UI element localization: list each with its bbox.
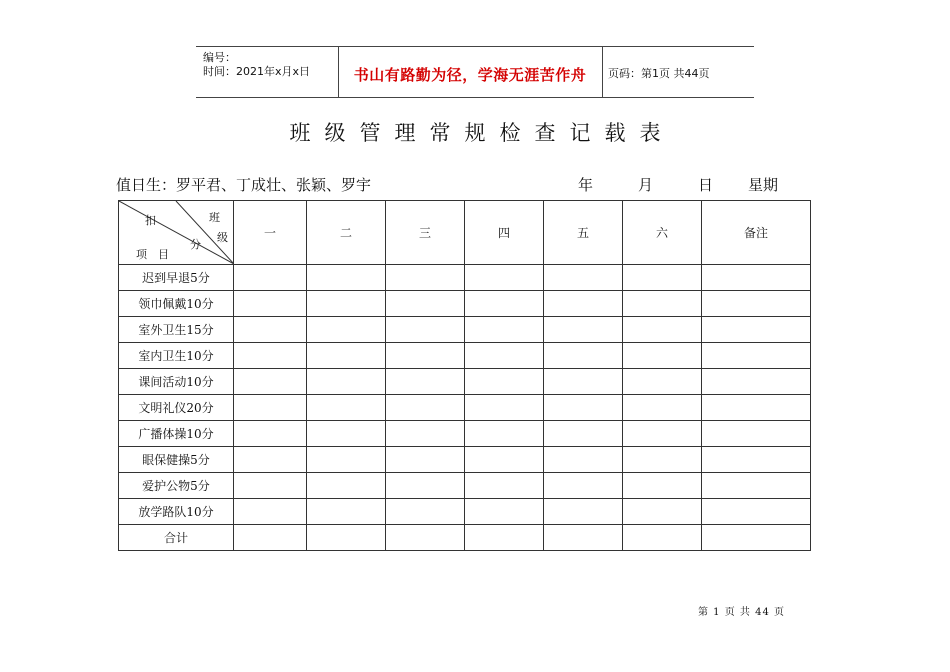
header-motto: 书山有路勤为径，学海无涯苦作舟 — [353, 66, 587, 84]
table-cell[interactable] — [307, 291, 386, 317]
table-cell[interactable] — [544, 525, 623, 551]
table-cell[interactable] — [234, 317, 307, 343]
table-cell[interactable] — [702, 395, 811, 421]
row-label: 室内卫生10分 — [119, 343, 234, 369]
table-cell[interactable] — [234, 343, 307, 369]
time-label: 时间：2021年x月x日 — [203, 65, 311, 78]
table-cell[interactable] — [234, 473, 307, 499]
table-cell[interactable] — [307, 499, 386, 525]
table-cell[interactable] — [386, 421, 465, 447]
table-cell[interactable] — [307, 473, 386, 499]
date-month: 月 — [638, 176, 654, 194]
column-header: 二 — [307, 201, 386, 265]
column-header: 三 — [386, 201, 465, 265]
table-cell[interactable] — [702, 291, 811, 317]
row-label: 放学路队10分 — [119, 499, 234, 525]
corner-items: 项 目 — [136, 248, 169, 261]
table-cell[interactable] — [307, 447, 386, 473]
corner-class-2: 级 — [217, 231, 228, 244]
row-label: 迟到早退5分 — [119, 265, 234, 291]
table-row — [119, 473, 811, 499]
corner-class-1: 班 — [209, 211, 220, 224]
table-cell[interactable] — [234, 421, 307, 447]
page-title: 班级管理常规检查记载表 — [289, 121, 675, 145]
table-cell[interactable] — [386, 473, 465, 499]
table-cell[interactable] — [386, 317, 465, 343]
table-cell[interactable] — [702, 473, 811, 499]
table-cell[interactable] — [702, 525, 811, 551]
table-cell[interactable] — [307, 369, 386, 395]
row-label: 眼保健操5分 — [119, 447, 234, 473]
table-cell[interactable] — [623, 473, 702, 499]
table-row — [119, 499, 811, 525]
table-cell[interactable] — [465, 343, 544, 369]
table-cell[interactable] — [234, 291, 307, 317]
table-cell[interactable] — [465, 291, 544, 317]
table-cell[interactable] — [307, 343, 386, 369]
table-cell[interactable] — [465, 395, 544, 421]
table-cell[interactable] — [544, 291, 623, 317]
table-cell[interactable] — [544, 473, 623, 499]
table-cell[interactable] — [465, 473, 544, 499]
header-page-info: 页码：第1页 共44页 — [608, 67, 710, 80]
table-cell[interactable] — [386, 291, 465, 317]
column-header: 四 — [465, 201, 544, 265]
table-cell[interactable] — [465, 447, 544, 473]
table-cell[interactable] — [702, 265, 811, 291]
table-cell[interactable] — [307, 525, 386, 551]
table-cell[interactable] — [234, 525, 307, 551]
table-cell[interactable] — [623, 343, 702, 369]
table-cell[interactable] — [234, 499, 307, 525]
duty-students: 值日生：罗平君、丁成壮、张颖、罗宇 — [116, 176, 372, 194]
table-row-total — [119, 525, 811, 551]
header-left — [203, 51, 310, 79]
header-band — [196, 46, 754, 98]
corner-cell — [119, 201, 234, 265]
row-label-total: 合计 — [119, 525, 234, 551]
table-cell[interactable] — [544, 421, 623, 447]
row-label: 室外卫生15分 — [119, 317, 234, 343]
table-row — [119, 317, 811, 343]
corner-deduct: 扣 — [145, 214, 156, 227]
header-divider — [602, 47, 603, 97]
table-cell[interactable] — [386, 265, 465, 291]
table-cell[interactable] — [465, 317, 544, 343]
table-cell[interactable] — [234, 395, 307, 421]
table-cell[interactable] — [544, 317, 623, 343]
table-cell[interactable] — [623, 525, 702, 551]
table-cell[interactable] — [544, 265, 623, 291]
table-cell[interactable] — [386, 343, 465, 369]
table-row — [119, 369, 811, 395]
table-cell[interactable] — [465, 499, 544, 525]
column-header: 六 — [623, 201, 702, 265]
column-header: 一 — [234, 201, 307, 265]
table-row — [119, 421, 811, 447]
table-cell[interactable] — [623, 265, 702, 291]
table-row — [119, 265, 811, 291]
row-label: 文明礼仪20分 — [119, 395, 234, 421]
row-label: 爱护公物5分 — [119, 473, 234, 499]
table-cell[interactable] — [702, 317, 811, 343]
row-label: 广播体操10分 — [119, 421, 234, 447]
date-day: 日 — [698, 176, 714, 194]
table-cell[interactable] — [623, 291, 702, 317]
table-cell[interactable] — [702, 343, 811, 369]
inspection-table — [118, 200, 811, 551]
table-cell[interactable] — [623, 447, 702, 473]
table-cell[interactable] — [386, 447, 465, 473]
table-cell[interactable] — [544, 499, 623, 525]
row-label: 课间活动10分 — [119, 369, 234, 395]
table-cell[interactable] — [465, 265, 544, 291]
serial-label: 编号： — [203, 51, 236, 64]
table-cell[interactable] — [544, 369, 623, 395]
table-cell[interactable] — [623, 369, 702, 395]
table-cell[interactable] — [623, 499, 702, 525]
table-cell[interactable] — [386, 395, 465, 421]
table-row — [119, 291, 811, 317]
table-cell[interactable] — [307, 265, 386, 291]
table-cell[interactable] — [544, 447, 623, 473]
table-cell[interactable] — [465, 421, 544, 447]
corner-points: 分 — [190, 238, 201, 251]
table-cell[interactable] — [544, 343, 623, 369]
table-cell[interactable] — [234, 369, 307, 395]
table-cell[interactable] — [307, 421, 386, 447]
table-cell[interactable] — [307, 317, 386, 343]
table-cell[interactable] — [623, 395, 702, 421]
table-cell[interactable] — [234, 447, 307, 473]
date-year: 年 — [578, 176, 594, 194]
table-cell[interactable] — [702, 447, 811, 473]
column-header: 五 — [544, 201, 623, 265]
table-cell[interactable] — [386, 499, 465, 525]
table-row — [119, 343, 811, 369]
table-cell[interactable] — [386, 369, 465, 395]
table-cell[interactable] — [623, 317, 702, 343]
table-cell[interactable] — [234, 265, 307, 291]
page-footer: 第 1 页 共 44 页 — [698, 607, 785, 618]
table-cell[interactable] — [544, 395, 623, 421]
table-cell[interactable] — [702, 499, 811, 525]
row-label: 领巾佩戴10分 — [119, 291, 234, 317]
header-row — [119, 201, 811, 265]
table-row — [119, 395, 811, 421]
table-cell[interactable] — [465, 369, 544, 395]
table-cell[interactable] — [702, 369, 811, 395]
table-cell[interactable] — [386, 525, 465, 551]
table-cell[interactable] — [307, 395, 386, 421]
table-cell[interactable] — [465, 525, 544, 551]
table-row — [119, 447, 811, 473]
table-cell[interactable] — [702, 421, 811, 447]
date-weekday: 星期 — [748, 176, 779, 194]
column-header-notes: 备注 — [702, 201, 811, 265]
table-cell[interactable] — [623, 421, 702, 447]
